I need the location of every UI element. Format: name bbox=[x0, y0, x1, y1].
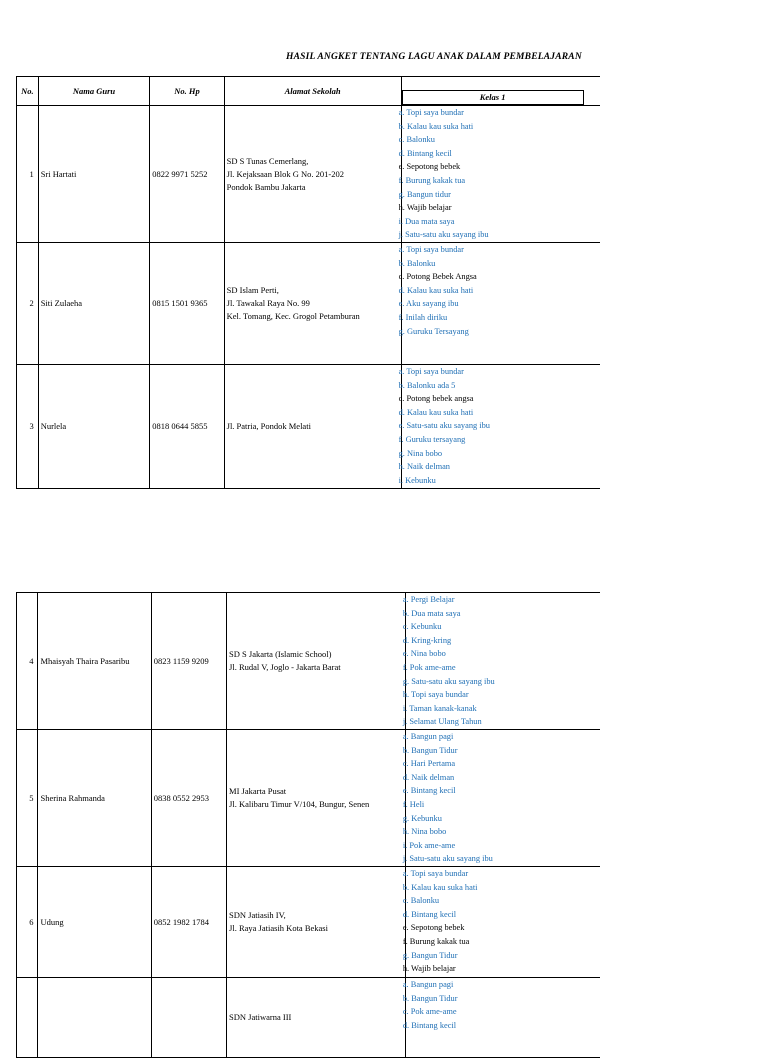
song-item: c. Pok ame-ame bbox=[402, 1007, 457, 1017]
address-line: Jl. Raya Jatiasih Kota Bekasi bbox=[229, 923, 328, 933]
song-item: j. Selamat Ulang Tahun bbox=[402, 717, 482, 727]
address-line: SDN Jatiasih IV, bbox=[229, 910, 286, 920]
song-item: h. Topi saya bundar bbox=[402, 690, 469, 700]
table-row bbox=[17, 365, 601, 489]
song-item: b. Bangun Tidur bbox=[402, 745, 458, 755]
table-row bbox=[17, 593, 601, 730]
song-item: b. Dua mata saya bbox=[402, 608, 461, 618]
song-item: d. Bintang kecil bbox=[398, 148, 452, 158]
song-item: f. Burung kakak tua bbox=[402, 936, 470, 946]
address-line: MI Jakarta Pusat bbox=[229, 786, 287, 796]
teacher-name: Sherina Rahmanda bbox=[38, 730, 151, 867]
phone-number: 0823 1159 9209 bbox=[151, 593, 226, 730]
page-title: HASIL ANGKET TENTANG LAGU ANAK DALAM PEMBELAJARAN bbox=[286, 52, 582, 62]
song-item: a. Topi saya bundar bbox=[402, 869, 469, 878]
header-kelas: Kelas 1 bbox=[402, 90, 584, 105]
song-item: a. Topi saya bundar bbox=[398, 367, 464, 376]
teacher-name: Nurlela bbox=[38, 365, 150, 489]
song-item: j. Satu-satu aku sayang ibu bbox=[402, 854, 493, 864]
song-item: b. Balonku ada 5 bbox=[398, 380, 456, 390]
song-item: b. Kalau kau suka hati bbox=[402, 882, 478, 892]
song-item: f. Burung kakak tua bbox=[398, 175, 466, 185]
school-address bbox=[227, 867, 406, 978]
header-kelas-cell bbox=[401, 77, 600, 106]
survey-table-top bbox=[16, 76, 600, 489]
song-item: f. Pok ame-ame bbox=[402, 662, 456, 672]
address-line: Jl. Rudal V, Joglo - Jakarta Barat bbox=[229, 662, 341, 672]
song-list bbox=[402, 730, 600, 867]
school-address bbox=[227, 978, 406, 1058]
song-item: g. Bangun Tidur bbox=[402, 950, 458, 960]
address-line: SD S Jakarta (Islamic School) bbox=[229, 649, 332, 659]
header-hp: No. Hp bbox=[150, 77, 224, 106]
song-item: i. Dua mata saya bbox=[398, 216, 455, 226]
teacher-name: Udung bbox=[38, 867, 151, 978]
table-row bbox=[17, 730, 601, 867]
song-item: d. Kalau kau suka hati bbox=[398, 407, 474, 417]
song-item: e. Satu-satu aku sayang ibu bbox=[398, 421, 490, 431]
school-address bbox=[224, 243, 401, 365]
song-item: g. Nina bobo bbox=[398, 448, 443, 458]
song-item: e. Bintang kecil bbox=[402, 786, 456, 796]
song-item: b. Kalau kau suka hati bbox=[398, 121, 474, 131]
address-line: SD Islam Perti, bbox=[226, 285, 279, 295]
song-item: b. Balonku bbox=[398, 258, 436, 268]
song-item: i. Pok ame-ame bbox=[402, 840, 456, 850]
song-item: f. Inilah diriku bbox=[398, 312, 448, 322]
song-item: a. Bangun pagi bbox=[402, 980, 454, 989]
song-item: a. Topi saya bundar bbox=[398, 108, 464, 117]
song-item: g. Bangun tidur bbox=[398, 189, 451, 199]
song-item: i. Taman kanak-kanak bbox=[402, 703, 477, 713]
song-item: h. Nina bobo bbox=[402, 827, 447, 837]
song-item: e. Nina bobo bbox=[402, 649, 446, 659]
phone-number: 0818 0644 5855 bbox=[150, 365, 224, 489]
row-number: 2 bbox=[17, 243, 39, 365]
song-item: h. Wajib belajar bbox=[398, 203, 452, 213]
school-address bbox=[224, 365, 401, 489]
teacher-name: Mhaisyah Thaira Pasaribu bbox=[38, 593, 151, 730]
song-list bbox=[402, 593, 600, 730]
song-item: a. Pergi Belajar bbox=[402, 595, 455, 604]
song-list bbox=[402, 978, 600, 1058]
song-item: d. Bintang kecil bbox=[402, 1020, 457, 1030]
table-header-row bbox=[17, 77, 601, 106]
song-item: c. Hari Pertama bbox=[402, 759, 456, 769]
address-line: Jl. Kejaksaan Blok G No. 201-202 bbox=[226, 168, 344, 179]
row-number: 1 bbox=[17, 106, 39, 243]
table-row bbox=[17, 243, 601, 365]
song-item: f. Heli bbox=[402, 799, 425, 809]
phone-number: 0815 1501 9365 bbox=[150, 243, 224, 365]
survey-table-bottom bbox=[16, 592, 600, 1058]
table-row bbox=[17, 978, 601, 1058]
song-list bbox=[398, 243, 600, 365]
school-address bbox=[227, 593, 406, 730]
song-item: h. Wajib belajar bbox=[402, 964, 456, 974]
song-item: h. Naik delman bbox=[398, 462, 450, 472]
address-line: Pondok Bambu Jakarta bbox=[226, 181, 306, 192]
header-no: No. bbox=[17, 77, 39, 106]
song-list bbox=[402, 867, 600, 978]
header-nama: Nama Guru bbox=[38, 77, 150, 106]
song-item: e. Aku sayang ibu bbox=[398, 299, 459, 309]
school-address bbox=[224, 106, 401, 243]
teacher-name: Sri Hartati bbox=[38, 106, 150, 243]
address-line: SDN Jatiwarna III bbox=[229, 1012, 292, 1022]
school-address bbox=[227, 730, 406, 867]
row-number bbox=[17, 978, 38, 1058]
song-list bbox=[398, 106, 600, 243]
row-number: 6 bbox=[17, 867, 38, 978]
song-item: c. Potong bebek angsa bbox=[398, 394, 474, 404]
song-item: g. Satu-satu aku sayang ibu bbox=[402, 676, 495, 686]
song-item: i. Kebunku bbox=[398, 475, 436, 485]
song-item: a. Bangun pagi bbox=[402, 732, 454, 741]
song-item: c. Potong Bebek Angsa bbox=[398, 272, 477, 282]
phone-number: 0838 0552 2953 bbox=[151, 730, 226, 867]
row-number: 3 bbox=[17, 365, 39, 489]
song-item: d. Bintang kecil bbox=[402, 909, 457, 919]
song-item: c. Balonku bbox=[398, 135, 435, 145]
phone-number: 0822 9971 5252 bbox=[150, 106, 224, 243]
song-item: a. Topi saya bundar bbox=[398, 245, 464, 254]
address-line: SD S Tunas Cemerlang, bbox=[226, 155, 309, 166]
song-item: d. Naik delman bbox=[402, 772, 455, 782]
table-row bbox=[17, 106, 601, 243]
address-line: Jl. Kalibaru Timur V/104, Bungur, Senen bbox=[229, 799, 370, 809]
phone-number: 0852 1982 1784 bbox=[151, 867, 226, 978]
song-item: j. Satu-satu aku sayang ibu bbox=[398, 230, 489, 240]
address-line: Jl. Tawakal Raya No. 99 bbox=[226, 298, 310, 308]
address-line: Kel. Tomang, Kec. Grogol Petamburan bbox=[226, 311, 360, 321]
teacher-name bbox=[38, 978, 151, 1058]
song-item: f. Guruku tersayang bbox=[398, 434, 466, 444]
row-number: 5 bbox=[17, 730, 38, 867]
song-item: e. Sepotong bebek bbox=[402, 923, 465, 933]
phone-number bbox=[151, 978, 226, 1058]
song-item: c. Balonku bbox=[402, 896, 440, 906]
song-item: c. Kebunku bbox=[402, 622, 442, 632]
table-row bbox=[17, 867, 601, 978]
header-alamat: Alamat Sekolah bbox=[224, 77, 401, 106]
song-item: e. Sepotong bebek bbox=[398, 162, 461, 172]
song-item: g. Guruku Tersayang bbox=[398, 326, 469, 336]
song-list bbox=[398, 365, 600, 489]
address-line: Jl. Patria, Pondok Melati bbox=[226, 421, 311, 431]
song-item: d. Kring-kring bbox=[402, 635, 452, 645]
song-item: g. Kebunku bbox=[402, 813, 442, 823]
song-item: d. Kalau kau suka hati bbox=[398, 285, 474, 295]
row-number: 4 bbox=[17, 593, 38, 730]
song-item: b. Bangun Tidur bbox=[402, 993, 458, 1003]
teacher-name: Siti Zulaeha bbox=[38, 243, 150, 365]
